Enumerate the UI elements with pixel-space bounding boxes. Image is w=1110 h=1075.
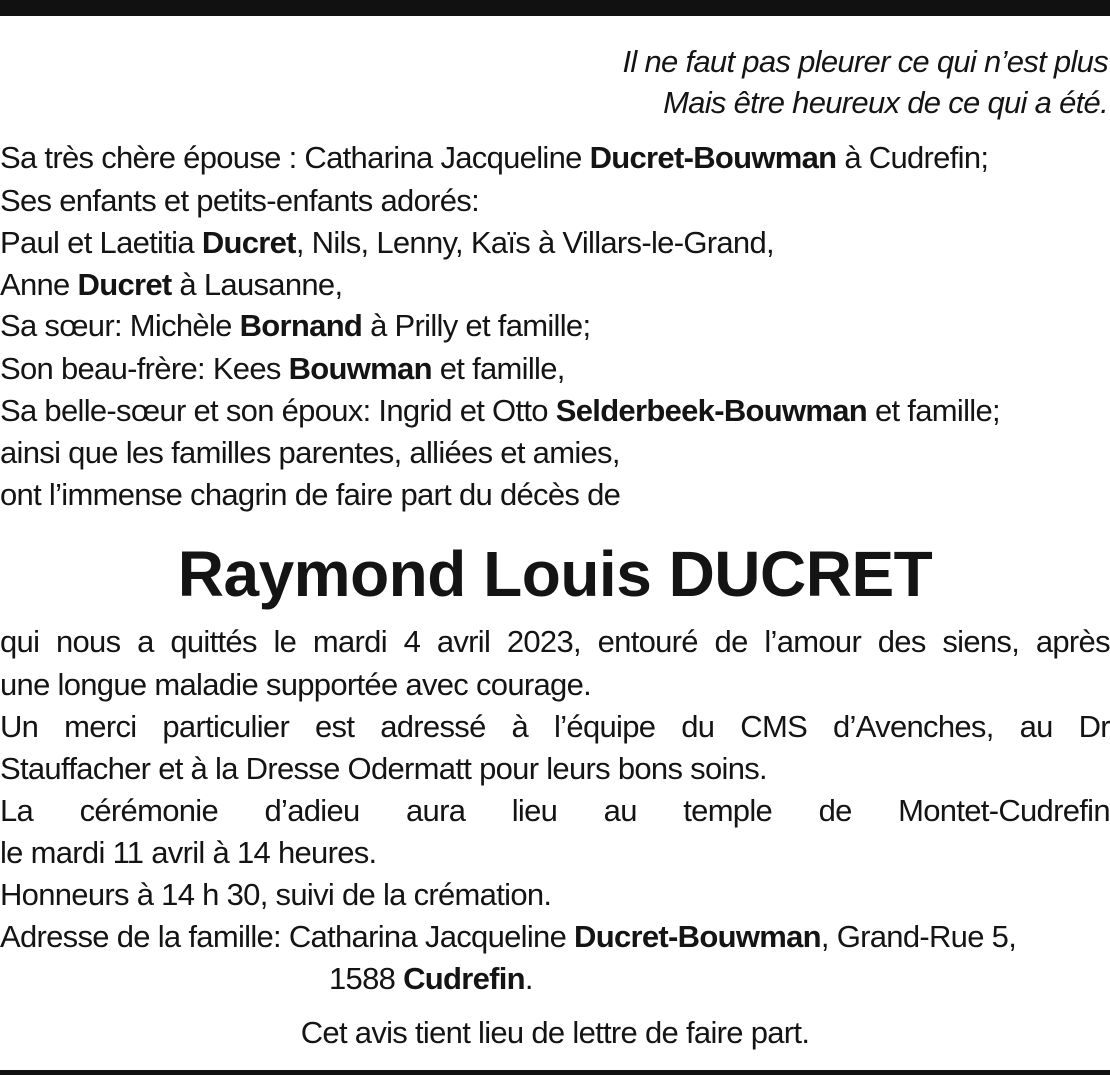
word: avril bbox=[436, 624, 491, 659]
word: 4 bbox=[403, 624, 421, 659]
word: l’amour bbox=[764, 624, 862, 659]
honours-line: Honneurs à 14 h 30, suivi de la crémation. bbox=[0, 877, 552, 912]
text: Sa belle-sœur et son époux: Ingrid et Otto bbox=[0, 393, 556, 428]
word: est bbox=[315, 709, 355, 744]
address-line-2 bbox=[0, 958, 1110, 1000]
word: Dr bbox=[1078, 709, 1110, 744]
deceased-name: Raymond Louis DUCRET bbox=[177, 538, 933, 610]
word: au bbox=[1019, 709, 1053, 744]
word: nous bbox=[55, 624, 121, 659]
word: lieu bbox=[511, 793, 558, 828]
word: à bbox=[511, 709, 529, 744]
word: le bbox=[273, 624, 297, 659]
word: temple bbox=[683, 793, 773, 828]
word: merci bbox=[64, 709, 137, 744]
surname: Ducret bbox=[201, 225, 296, 260]
family-line-anne bbox=[0, 264, 1110, 306]
family-line-announcement: ont l’immense chagrin de faire part du décès de bbox=[0, 477, 621, 512]
word: d’Avenches, bbox=[833, 709, 994, 744]
word: l’équipe bbox=[554, 709, 656, 744]
word: qui bbox=[0, 624, 40, 659]
family-line-relatives: ainsi que les familles parentes, alliées et amies, bbox=[0, 435, 620, 470]
text: Anne bbox=[0, 267, 78, 302]
text: Adresse de la famille: Catharina Jacqueline bbox=[0, 919, 575, 954]
word: adressé bbox=[380, 709, 486, 744]
word: CMS bbox=[740, 709, 808, 744]
word: entouré bbox=[597, 624, 698, 659]
word: de bbox=[714, 624, 748, 659]
word: du bbox=[681, 709, 715, 744]
address-line-1 bbox=[0, 916, 1110, 958]
text: Paul et Laetitia bbox=[0, 225, 202, 260]
text: et famille; bbox=[867, 393, 1000, 428]
text: , Grand-Rue 5, bbox=[820, 919, 1017, 954]
thanks-line-2: Stauffacher et à la Dresse Odermatt pour leurs bons soins. bbox=[0, 751, 767, 786]
family-line-sister bbox=[0, 305, 1110, 347]
thanks-line-1 bbox=[0, 706, 1110, 748]
body-line-1 bbox=[0, 621, 1110, 663]
word: aura bbox=[406, 793, 466, 828]
body-line-2: une longue maladie supportée avec courage. bbox=[0, 667, 592, 702]
family-line-spouse bbox=[0, 137, 1110, 179]
family-line-sister-in-law bbox=[0, 390, 1110, 432]
word: mardi bbox=[312, 624, 387, 659]
family-line-paul bbox=[0, 222, 1110, 264]
text: et famille, bbox=[431, 351, 565, 386]
surname: Ducret bbox=[77, 267, 172, 302]
text: Son beau-frère: Kees bbox=[0, 351, 289, 386]
closing-note: Cet avis tient lieu de lettre de faire part. bbox=[300, 1015, 810, 1050]
surname: Ducret-Bouwman bbox=[589, 140, 837, 175]
surname: Bornand bbox=[239, 308, 363, 343]
text: Sa très chère épouse : Catharina Jacqueline bbox=[0, 140, 590, 175]
word: des bbox=[877, 624, 926, 659]
text: . bbox=[524, 961, 533, 996]
word: après bbox=[1035, 624, 1110, 659]
word: particulier bbox=[162, 709, 290, 744]
word: 2023, bbox=[506, 624, 581, 659]
word: a bbox=[137, 624, 154, 659]
word: cérémonie bbox=[79, 793, 218, 828]
family-line-brother-in-law bbox=[0, 348, 1110, 390]
family-line-children-heading: Ses enfants et petits-enfants adorés: bbox=[0, 183, 480, 218]
ceremony-line-2: le mardi 11 avril à 14 heures. bbox=[0, 835, 377, 870]
ceremony-line-1 bbox=[0, 790, 1110, 832]
word: de bbox=[818, 793, 852, 828]
text: 1588 bbox=[329, 961, 404, 996]
surname: Selderbeek-Bouwman bbox=[555, 393, 868, 428]
epigraph-line-2: Mais être heureux de ce qui a été. bbox=[663, 85, 1108, 120]
surname: Bouwman bbox=[288, 351, 432, 386]
text: à Lausanne, bbox=[171, 267, 343, 302]
word: Un bbox=[0, 709, 39, 744]
word: La bbox=[0, 793, 34, 828]
word: au bbox=[603, 793, 637, 828]
top-rule bbox=[0, 0, 1110, 16]
surname: Ducret-Bouwman bbox=[574, 919, 821, 954]
text: à Cudrefin; bbox=[836, 140, 989, 175]
text: Sa sœur: Michèle bbox=[0, 308, 240, 343]
word: quittés bbox=[170, 624, 257, 659]
epigraph-line-1: Il ne faut pas pleurer ce qui n’est plus bbox=[622, 44, 1108, 79]
bottom-rule bbox=[0, 1070, 1110, 1075]
text: à Prilly et famille; bbox=[362, 308, 591, 343]
text: , Nils, Lenny, Kaïs à Villars-le-Grand, bbox=[295, 225, 774, 260]
word: d’adieu bbox=[264, 793, 360, 828]
word: siens, bbox=[942, 624, 1020, 659]
word: Montet-Cudrefin bbox=[898, 793, 1110, 828]
town: Cudrefin bbox=[403, 961, 525, 996]
